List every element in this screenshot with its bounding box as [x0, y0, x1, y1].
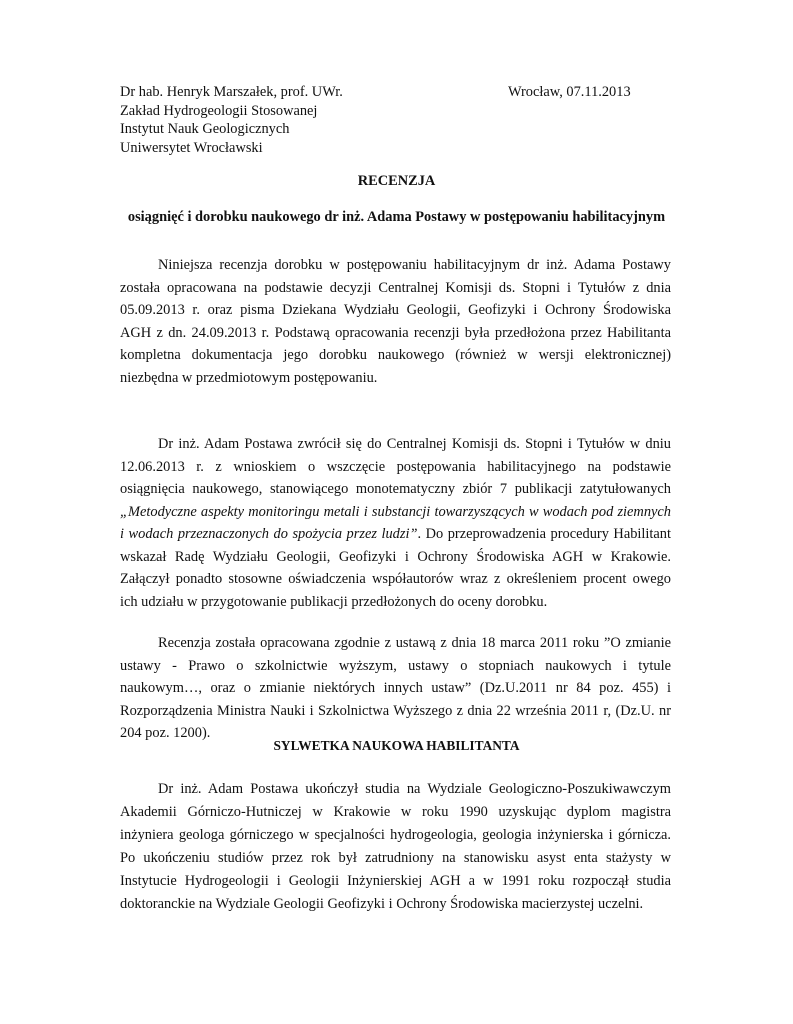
publication-title-end: i wodach przeznaczonych do spożycia przez ludzi” — [120, 526, 418, 542]
paragraph-line: Rozporządzenia Ministra Nauki i Szkolnictwa Wyższego z dnia 22 września 2011 r, (Dz.U. nr — [120, 702, 671, 719]
paragraph-legal-basis — [120, 632, 671, 745]
paragraph-application — [120, 433, 671, 613]
paragraph-line: Po ukończeniu studiów przez rok był zatrudniony na stanowisku asyst enta stażysty w — [120, 850, 671, 866]
publication-title-line: „Metodyczne aspekty monitoringu metali i substancji towarzyszących w wodach pod ziemnych — [120, 503, 671, 520]
document-subtitle: osiągnięć i dorobku naukowego dr inż. Adama Postawy w postępowaniu habilitacyjnym — [127, 209, 666, 225]
paragraph-profile — [120, 778, 671, 916]
paragraph-line: niezbędna w przedmiotowym postępowaniu. — [120, 369, 378, 386]
paragraph-line: 12.06.2013 r. z wnioskiem o wszczęcie postępowania habilitacyjnego na podstawie — [120, 458, 671, 475]
paragraph-line: Recenzja została opracowana zgodnie z ustawą z dnia 18 marca 2011 roku ”O zmianie — [158, 635, 671, 651]
paragraph-line: kompletna dokumentacja jego dorobku naukowego (również w wersji elektronicznej) — [120, 347, 671, 363]
paragraph-line — [120, 523, 671, 546]
author-name: Dr hab. Henryk Marszałek, prof. UWr. — [120, 84, 343, 100]
place-date: Wrocław, 07.11.2013 — [508, 84, 631, 100]
paragraph-line: Dr inż. Adam Postawa ukończył studia na Wydziale Geologiczno-Poszukiwawczym — [158, 781, 671, 797]
document-title: RECENZJA — [357, 173, 436, 189]
paragraph-text: . Do przeprowadzenia procedury Habilitant — [417, 526, 671, 542]
paragraph-line: 204 poz. 1200). — [120, 725, 211, 741]
author-block — [120, 83, 343, 157]
author-university: Uniwersytet Wrocławski — [120, 139, 263, 156]
paragraph-line: osiągnięcia naukowego, stanowiącego monotematyczny zbiór 7 publikacji zatytułowanych — [120, 481, 671, 497]
paragraph-intro — [120, 254, 671, 389]
paragraph-line: doktoranckie na Wydziale Geologii Geofizyki i Ochrony Środowiska macierzystej uczelni. — [120, 896, 644, 912]
section-heading: SYLWETKA NAUKOWA HABILITANTA — [273, 738, 520, 753]
paragraph-line: Instytucie Hydrogeologii i Geologii Inżynierskiej AGH a w 1991 roku rozpoczął studia — [120, 873, 671, 889]
paragraph-line: została opracowana na podstawie decyzji Centralnej Komisji ds. Stopni i Tytułów z dnia — [120, 279, 671, 296]
paragraph-line: inżyniera geologa górniczego w specjalności hydrogeologia, geologia inżynierska i górnicza. — [120, 827, 671, 843]
paragraph-line: Dr inż. Adam Postawa zwrócił się do Centralnej Komisji ds. Stopni i Tytułów w dniu — [158, 436, 671, 452]
paragraph-line: wskazał Radę Wydziału Geologii, Geofizyki i Ochrony Środowiska AGH w Krakowie. — [120, 548, 671, 565]
author-institute: Instytut Nauk Geologicznych — [120, 121, 290, 137]
paragraph-line: Akademii Górniczo-Hutniczej w Krakowie w roku 1990 uzyskując dyplom magistra — [120, 804, 671, 820]
paragraph-line: ich udziału w przygotowanie publikacji przedłożonych do oceny dorobku. — [120, 593, 548, 610]
paragraph-line: AGH z dn. 24.09.2013 r. Podstawą opracowania recenzji była przedłożona przez Habilitanta — [120, 324, 671, 341]
author-department: Zakład Hydrogeologii Stosowanej — [120, 102, 318, 119]
paragraph-line: Załączył ponadto stosowne oświadczenia współautorów wraz z określeniem procent owego — [120, 571, 671, 587]
paragraph-line: ustawy - Prawo o szkolnictwie wyższym, ustawy o stopniach naukowych i tytule — [120, 657, 671, 674]
paragraph-line: naukowym…, oraz o zmianie niektórych innych ustaw” (Dz.U.2011 nr 84 poz. 455) i — [120, 680, 671, 696]
paragraph-line: Niniejsza recenzja dorobku w postępowaniu habilitacyjnym dr inż. Adama Postawy — [158, 257, 671, 273]
paragraph-line: 05.09.2013 r. oraz pisma Dziekana Wydziału Geologii, Geofizyki i Ochrony Środowiska — [120, 302, 671, 318]
